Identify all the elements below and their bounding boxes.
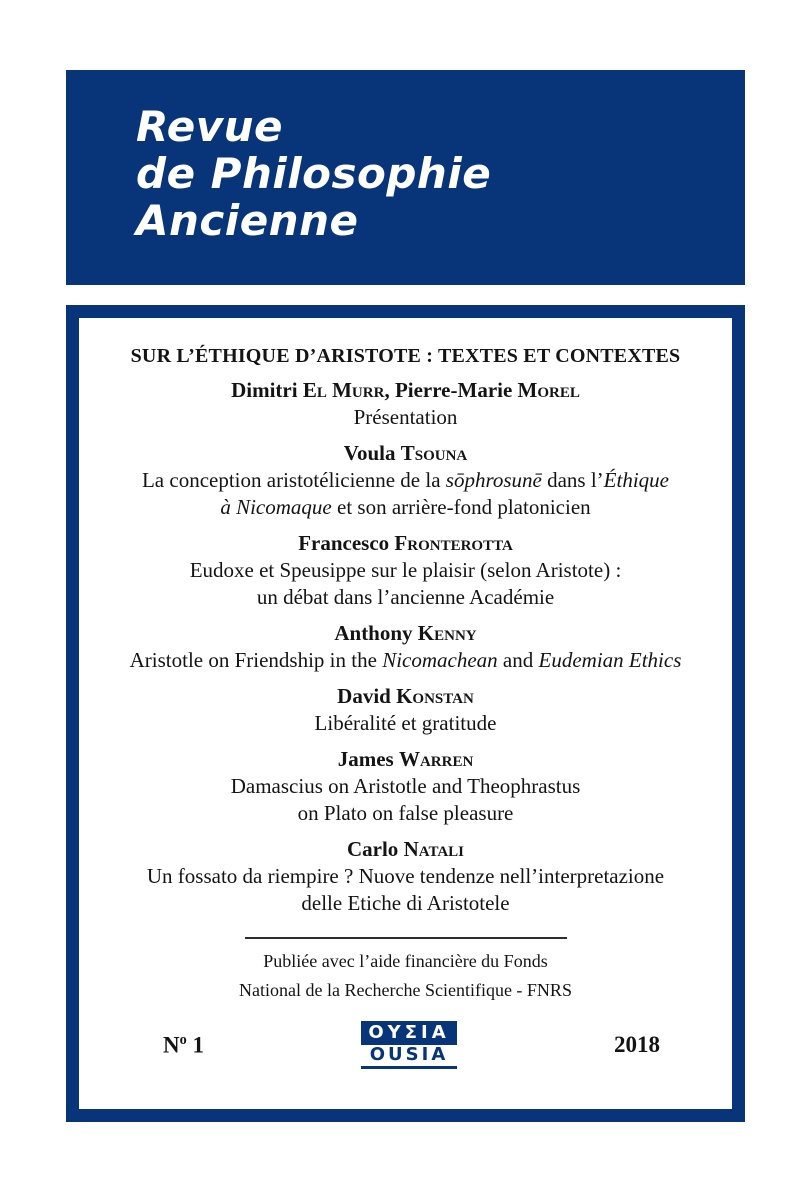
publisher-logo — [361, 1021, 456, 1069]
funding-divider — [245, 937, 567, 939]
toc-entry-authors: James Warren — [337, 747, 474, 771]
toc-entry-title: Damascius on Aristotle and Theophrastus on Plato on false pleasure — [230, 774, 581, 825]
toc-list — [79, 376, 732, 917]
journal-title-line-3: Ancienne — [136, 196, 359, 245]
masthead-banner — [66, 70, 745, 285]
toc-entry-title: Présentation — [353, 405, 458, 429]
issue-year-row — [163, 1021, 660, 1069]
issue-theme-heading: SUR L’ÉTHIQUE D’ARISTOTE : TEXTES ET CONTEXTES — [130, 345, 681, 367]
logo-greek-text: ΟΥΣΙΑ — [361, 1021, 456, 1045]
funding-note — [79, 947, 732, 1005]
journal-title-line-1: Revue — [136, 102, 283, 151]
toc-entry-title: Aristotle on Friendship in the Nicomachean and Eudemian Ethics — [129, 648, 682, 672]
toc-entry — [79, 835, 732, 917]
funding-note-line-1: Publiée avec l’aide financière du Fonds — [263, 951, 548, 971]
toc-entry-authors: Carlo Natali — [346, 837, 465, 861]
toc-entry-title: Eudoxe et Speusippe sur le plaisir (selon Aristote) : un débat dans l’ancienne Académie — [189, 558, 622, 609]
toc-entry — [79, 529, 732, 611]
logo-latin-text: OUSIA — [361, 1045, 456, 1069]
issue-number: $N^o$ 1 — [163, 1031, 204, 1058]
toc-entry-title: La conception aristotélicienne de la sōphrosunē dans l’Éthique à Nicomaque et son arrière-fond platonicien — [141, 468, 669, 519]
toc-entry — [79, 439, 732, 521]
contents-frame — [66, 305, 745, 1122]
toc-entry-authors: Dimitri El Murr, Pierre-Marie Morel — [231, 378, 580, 402]
toc-entry — [79, 376, 732, 431]
toc-entry — [79, 682, 732, 737]
toc-entry-authors: Francesco Fronterotta — [298, 531, 513, 555]
journal-title — [136, 103, 745, 244]
publication-year: 2018 — [613, 1032, 660, 1057]
funding-note-line-2: National de la Recherche Scientifique - FNRS — [239, 980, 572, 1000]
toc-entry-title: Libéralité et gratitude — [314, 711, 497, 735]
toc-entry-authors: David Konstan — [337, 684, 474, 708]
toc-entry-authors: Anthony Kenny — [334, 621, 477, 645]
toc-entry-title: Un fossato da riempire ? Nuove tendenze nell’interpretazione delle Etiche di Aristotele — [146, 864, 665, 915]
toc-entry-authors: Voula Tsouna — [343, 441, 468, 465]
journal-title-line-2: de Philosophie — [136, 149, 492, 198]
toc-entry — [79, 745, 732, 827]
toc-entry — [79, 619, 732, 674]
